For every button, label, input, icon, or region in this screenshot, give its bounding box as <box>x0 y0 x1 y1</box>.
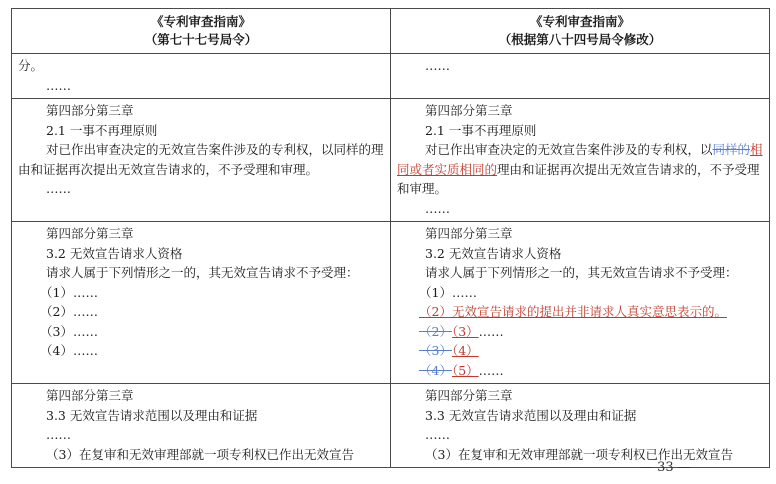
item-ellipsis: …… <box>478 362 504 378</box>
deleted-number: （2） <box>419 323 452 339</box>
table-row <box>12 384 770 468</box>
ellipsis: …… <box>46 181 71 196</box>
section-heading: 第四部分第三章 <box>425 103 513 118</box>
table-row <box>12 54 770 99</box>
right-column-title: 《专利审查指南》 <box>529 14 630 29</box>
paragraph: （3）在复审和无效审理部就一项专利权已作出无效宣告 <box>46 446 354 462</box>
ellipsis: …… <box>46 427 71 442</box>
item-ellipsis: …… <box>478 323 504 339</box>
section-heading: 第四部分第三章 <box>46 388 134 403</box>
inserted-text: 相同或者实质相同的 <box>397 142 763 177</box>
row4-right-cell <box>391 384 770 468</box>
intro-text: 请求人属于下列情形之一的，其无效宣告请求不予受理： <box>425 265 738 280</box>
section-subheading: 3.2 无效宣告请求人资格 <box>425 245 562 261</box>
row2-right-cell <box>391 99 770 222</box>
row1-right-cell <box>391 54 770 99</box>
left-column-subtitle: （第七十七号局令） <box>144 32 258 47</box>
header-row <box>12 9 770 54</box>
deleted-number: （3） <box>419 343 452 358</box>
row3-left-cell <box>12 222 391 384</box>
section-subheading: 2.1 一事不再理原则 <box>425 122 537 138</box>
inserted-number: （3） <box>451 323 479 339</box>
section-subheading: 3.3 无效宣告请求范围以及理由和证据 <box>425 407 637 423</box>
changed-list-item <box>397 341 763 361</box>
inserted-number: （4） <box>451 343 479 358</box>
section-heading: 第四部分第三章 <box>46 226 134 241</box>
table-row <box>12 99 770 222</box>
list-item: （3）…… <box>40 323 98 339</box>
intro-text: 请求人属于下列情形之一的，其无效宣告请求不予受理： <box>46 265 359 280</box>
list-item: （4）…… <box>40 343 98 358</box>
header-left-cell <box>12 9 391 54</box>
row2-left-cell <box>12 99 391 222</box>
section-subheading: 3.3 无效宣告请求范围以及理由和证据 <box>46 407 258 423</box>
paragraph: （3）在复审和无效审理部就一项专利权已作出无效宣告 <box>425 446 733 462</box>
ellipsis: …… <box>425 427 450 442</box>
changed-list-item <box>397 361 763 381</box>
section-heading: 第四部分第三章 <box>425 388 513 403</box>
section-heading: 第四部分第三章 <box>425 226 513 241</box>
revised-paragraph <box>397 140 763 199</box>
row3-right-cell <box>391 222 770 384</box>
left-column-title: 《专利审查指南》 <box>150 14 251 29</box>
changed-list-item <box>397 322 763 342</box>
list-item: （1）…… <box>419 284 477 300</box>
page-number: — 33 — <box>640 460 691 475</box>
list-item: （2）…… <box>40 304 98 319</box>
row1-left-cell <box>12 54 391 99</box>
table-row <box>12 222 770 384</box>
section-subheading: 3.2 无效宣告请求人资格 <box>46 245 183 261</box>
ellipsis: …… <box>425 200 450 216</box>
list-item: （1）…… <box>40 284 98 300</box>
ellipsis: …… <box>425 58 450 73</box>
section-heading: 第四部分第三章 <box>46 103 134 118</box>
continued-text: 分。 <box>18 58 44 73</box>
row4-left-cell <box>12 384 391 468</box>
ellipsis: …… <box>46 77 71 93</box>
deleted-text: 同样的 <box>712 142 751 157</box>
paragraph-prefix: 对已作出审查决定的无效宣告案件涉及的专利权，以 <box>425 142 713 157</box>
right-column-subtitle: （根据第八十四号局令修改） <box>498 32 662 47</box>
section-subheading: 2.1 一事不再理原则 <box>46 122 158 138</box>
paragraph-suffix: 理由和证据再次提出无效宣告请求的，不予受理和审理。 <box>397 161 760 196</box>
comparison-table <box>11 8 770 468</box>
deleted-number: （4） <box>419 362 452 378</box>
header-right-cell <box>391 9 770 54</box>
inserted-number: （5） <box>451 362 479 378</box>
paragraph: 对已作出审查决定的无效宣告案件涉及的专利权，以同样的理由和证据再次提出无效宣告请求的，不予受理和审理。 <box>18 142 384 177</box>
inserted-list-item: （2）无效宣告请求的提出并非请求人真实意思表示的。 <box>419 304 727 319</box>
